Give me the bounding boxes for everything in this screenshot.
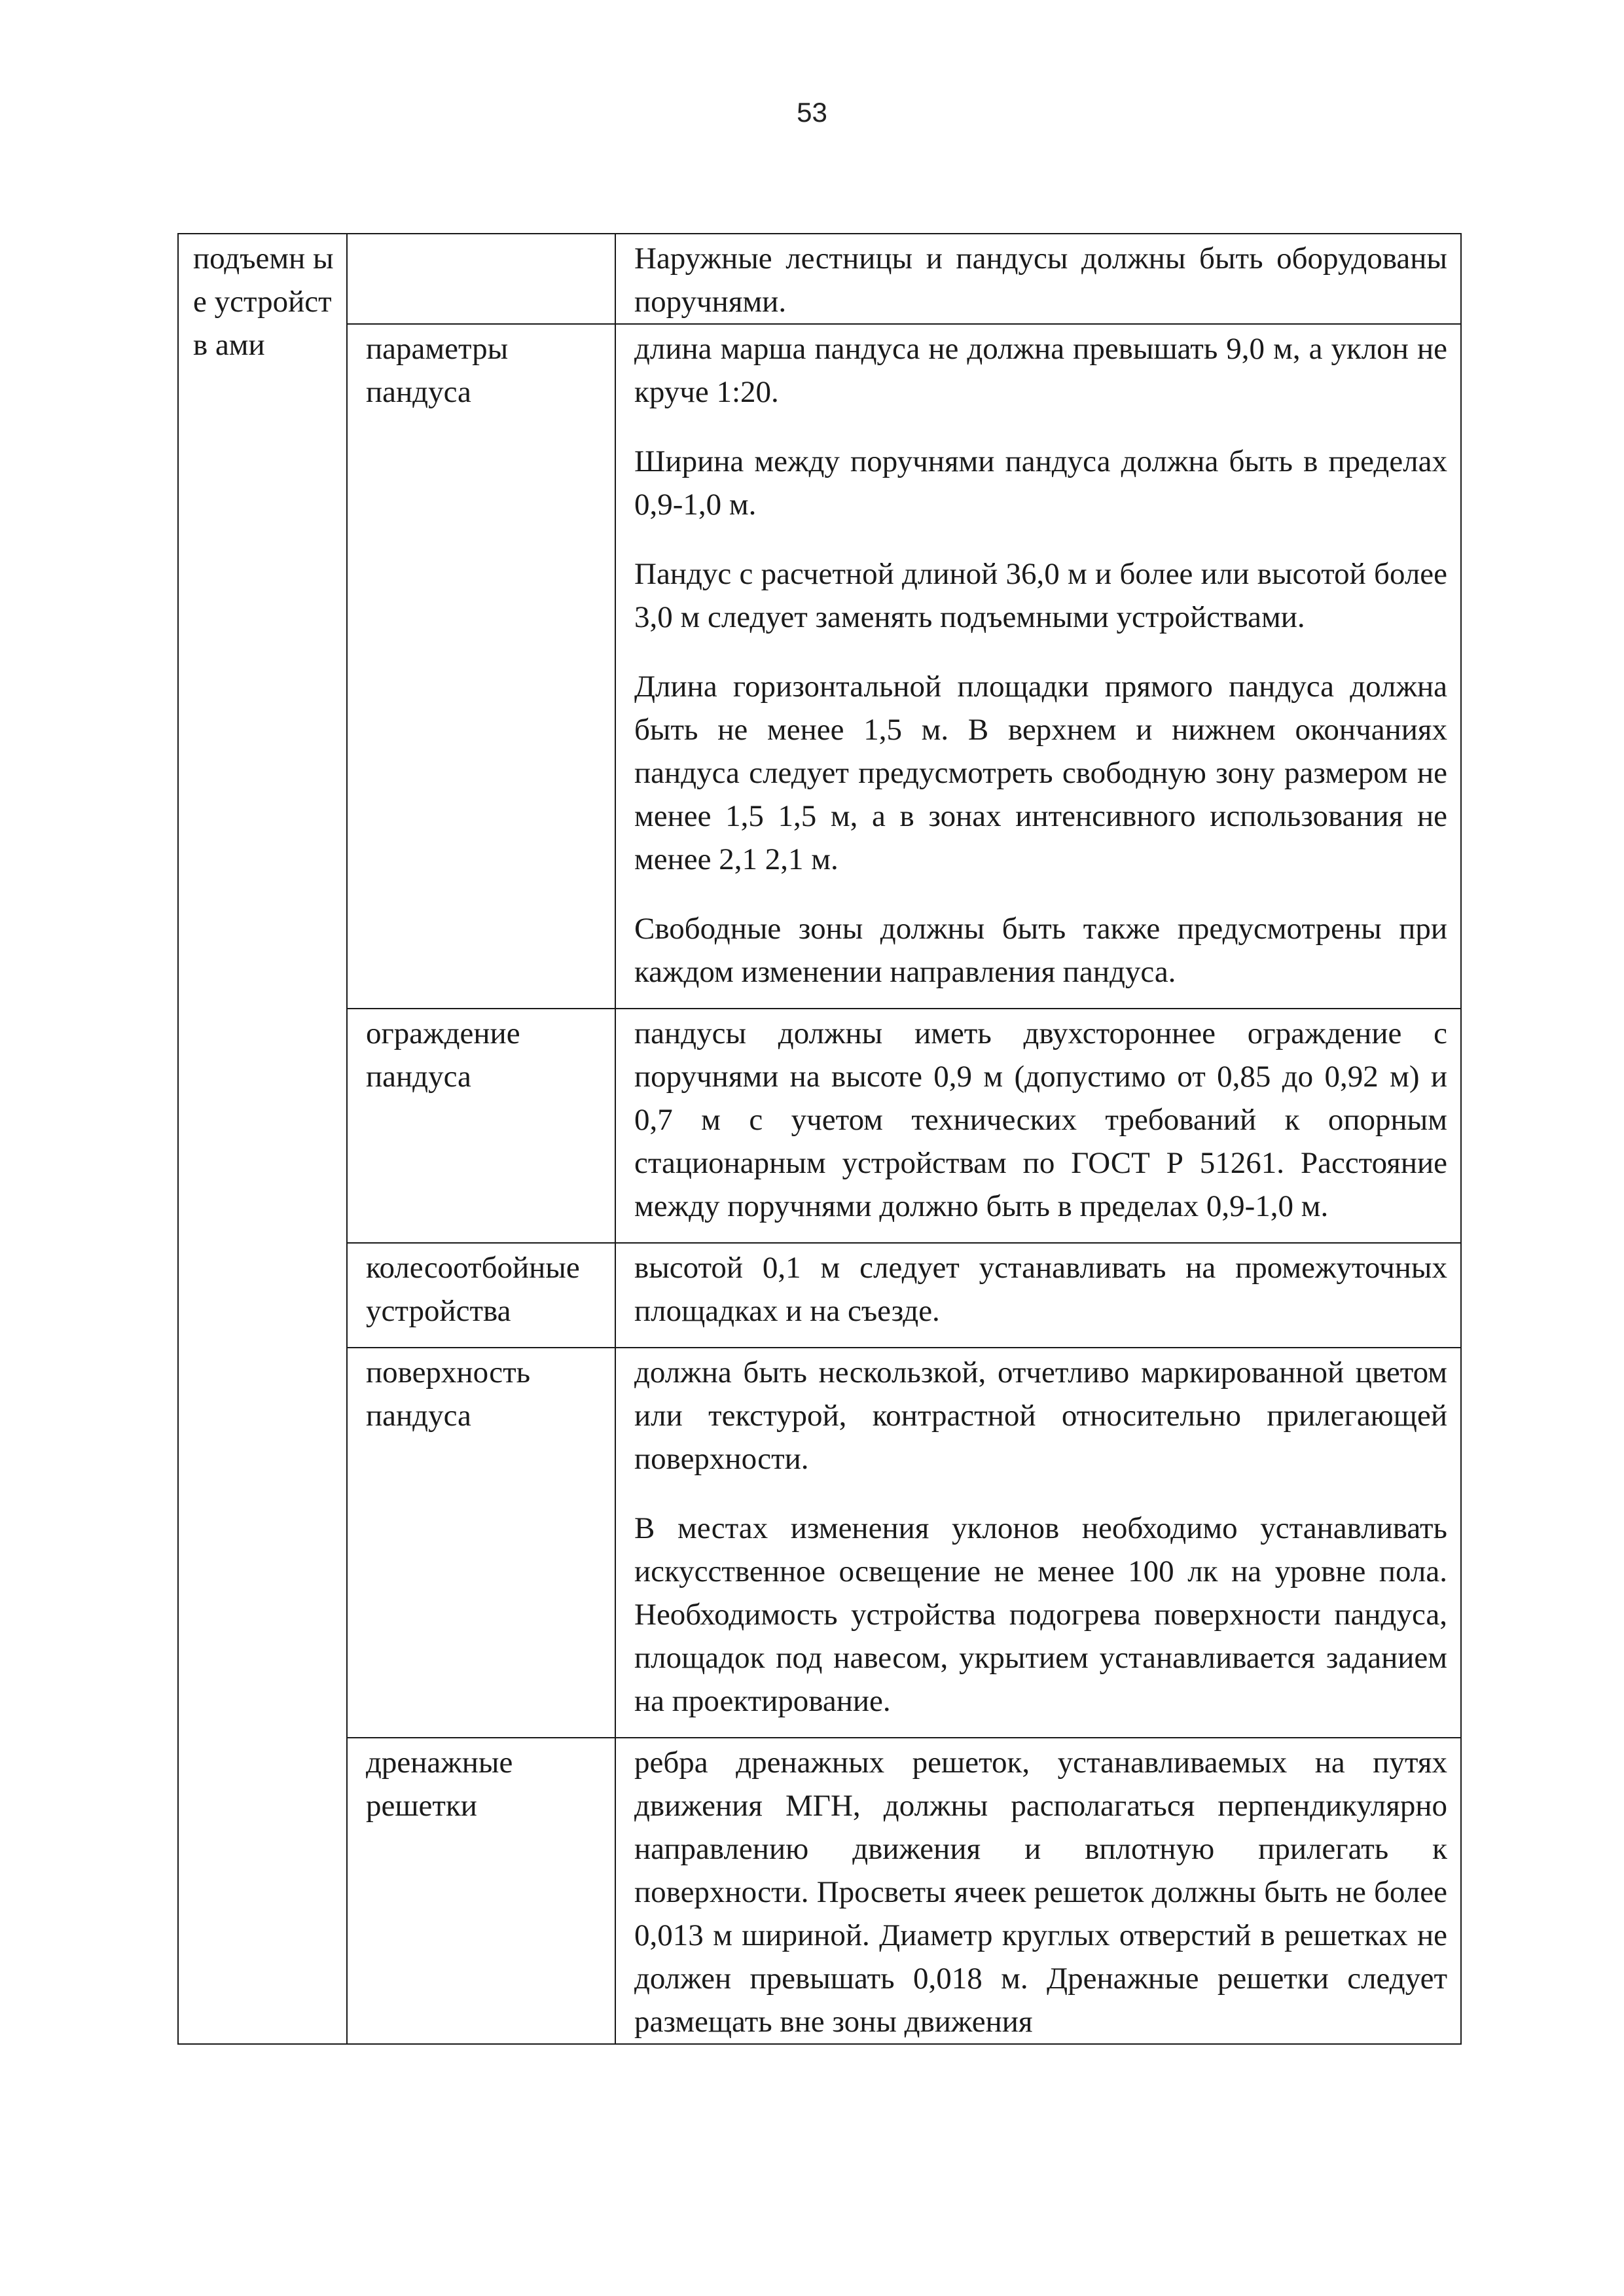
group-label-cell bbox=[178, 234, 347, 2044]
requirement-cell bbox=[615, 1348, 1461, 1738]
param-label: параметры пандуса bbox=[366, 332, 509, 409]
requirement-paragraph: должна быть нескользкой, отчетливо маркированной цветом или текстурой, контрастной относительно прилегающей поверхности. bbox=[634, 1355, 1447, 1476]
param-cell bbox=[347, 1009, 615, 1243]
requirement-paragraph: длина марша пандуса не должна превышать 9,0 м, а уклон не круче 1:20. bbox=[634, 332, 1447, 409]
requirement-paragraph: Ширина между поручнями пандуса должна быть в пределах 0,9-1,0 м. bbox=[634, 444, 1447, 522]
param-label: поверхность пандуса bbox=[366, 1355, 531, 1433]
table-row bbox=[178, 234, 1461, 324]
requirement-paragraph: Длина горизонтальной площадки прямого пандуса должна быть не менее 1,5 м. В верхнем и нижнем окончаниях пандуса следует предусмотреть свободную зону размером не менее 1,5 1,5 м, а в зонах интенсивного использования не менее 2,1 2,1 м. bbox=[634, 670, 1447, 876]
requirement-paragraph: Свободные зоны должны быть также предусмотрены при каждом изменении направления пандуса. bbox=[634, 912, 1447, 989]
requirement-paragraph: высотой 0,1 м следует устанавливать на промежуточных площадках и на съезде. bbox=[634, 1251, 1447, 1328]
page-number: 53 bbox=[797, 97, 827, 128]
param-cell-empty bbox=[347, 234, 615, 324]
requirement-cell bbox=[615, 234, 1461, 324]
param-label: колесоотбойные устройства bbox=[366, 1251, 580, 1328]
requirement-paragraph: Пандус с расчетной длиной 36,0 м и более или высотой более 3,0 м следует заменять подъемными устройствами. bbox=[634, 557, 1447, 634]
table-row bbox=[178, 1009, 1461, 1243]
requirements-table bbox=[177, 233, 1462, 2045]
param-cell bbox=[347, 1738, 615, 2044]
table-row bbox=[178, 1243, 1461, 1348]
group-label: подъемн ые устройств ами bbox=[193, 242, 334, 362]
requirement-cell bbox=[615, 1009, 1461, 1243]
param-cell bbox=[347, 1243, 615, 1348]
param-cell bbox=[347, 324, 615, 1009]
requirement-paragraph: ребра дренажных решеток, устанавливаемых на путях движения МГН, должны располагаться перпендикулярно направлению движения и вплотную прилегать к поверхности. Просветы ячеек решеток должны быть не более 0,013 м шириной. Диаметр круглых отверстий в решетках не должен превышать 0,018 м. Дренажные решетки следует размещать вне зоны движения bbox=[634, 1746, 1447, 2039]
requirement-paragraph: В местах изменения уклонов необходимо устанавливать искусственное освещение не менее 100 лк на уровне пола. Необходимость устройства подогрева поверхности пандуса, площадок под навесом, укрытием устанавливается заданием на проектирование. bbox=[634, 1511, 1447, 1718]
requirement-paragraph: пандусы должны иметь двухстороннее ограждение с поручнями на высоте 0,9 м (допустимо от 0,85 до 0,92 м) и 0,7 м с учетом технических требований к опорным стационарным устройствам по ГОСТ Р 51261. Расстояние между поручнями должно быть в пределах 0,9-1,0 м. bbox=[634, 1016, 1447, 1223]
intro-text: Наружные лестницы и пандусы должны быть оборудованы поручнями. bbox=[634, 242, 1447, 319]
requirement-cell bbox=[615, 324, 1461, 1009]
requirement-cell bbox=[615, 1738, 1461, 2044]
table-row bbox=[178, 1738, 1461, 2044]
param-cell bbox=[347, 1348, 615, 1738]
param-label: дренажные решетки bbox=[366, 1746, 513, 1823]
table-row bbox=[178, 324, 1461, 1009]
param-label: ограждение пандуса bbox=[366, 1016, 520, 1094]
table-row bbox=[178, 1348, 1461, 1738]
requirement-cell bbox=[615, 1243, 1461, 1348]
